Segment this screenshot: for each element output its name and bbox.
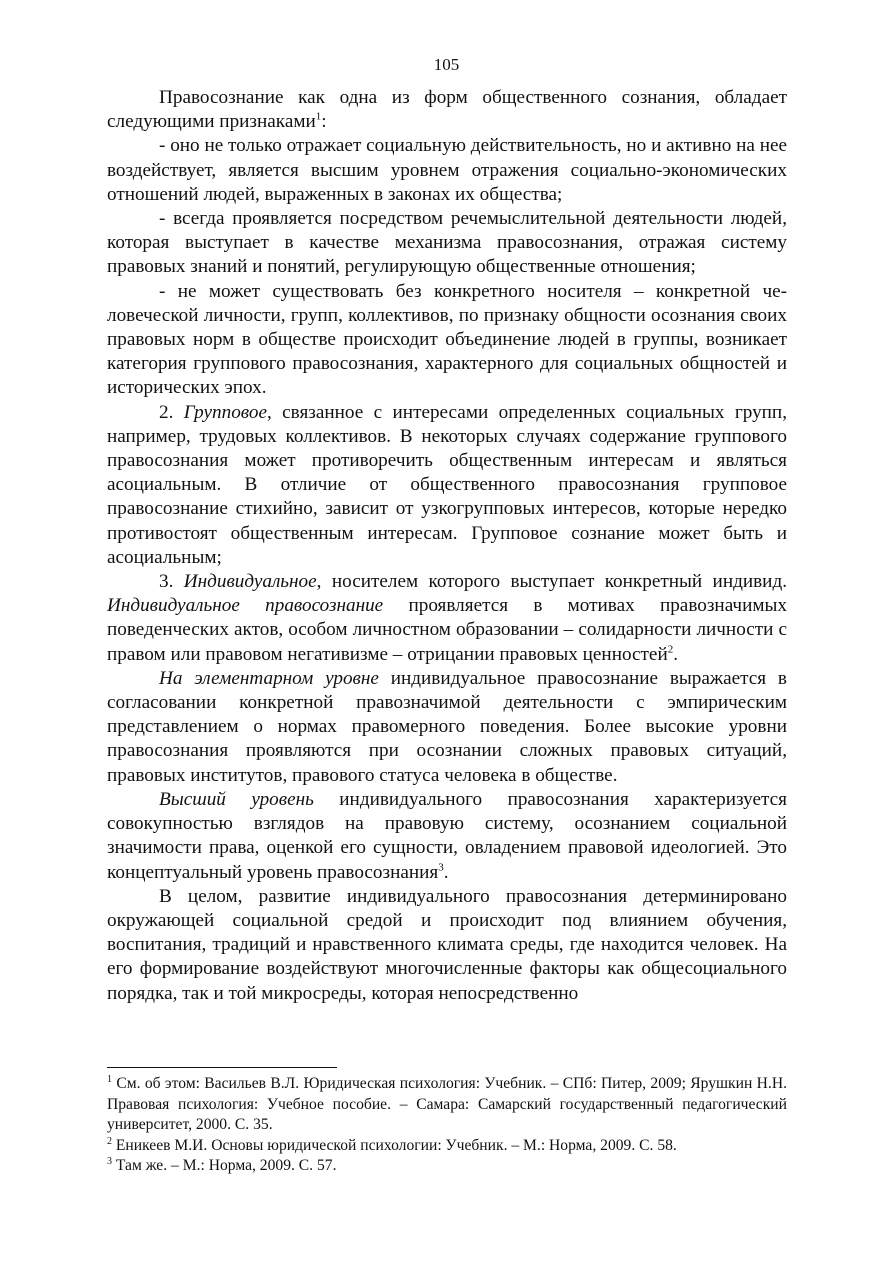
text-run: , носителем которого выступает конкретный индивид. <box>316 571 788 593</box>
italic-term: Высший уровень <box>159 788 314 810</box>
paragraph-elementary-level <box>107 667 787 788</box>
text-run: 2. <box>159 401 184 423</box>
footnote-text: Еникеев М.И. Основы юридической психологии: Учебник. – М.: Норма, 2009. С. 58. <box>112 1136 677 1154</box>
text-run: индивидуального правосознания характеризуется совокупностью взглядов на правовую систему, осознанием социальной значимости права, оценкой его сущности, овладением правовой идеологией. Это концептуальный уровень правосознания <box>107 788 787 883</box>
footnote-ref[interactable]: 2 <box>667 643 674 656</box>
footnote <box>107 1156 787 1177</box>
paragraph-bullet: - оно не только отражает социальную действительность, но и активно на нее воздействует, является высшим уровнем отражения социально-экономических отношений людей, выраженных в законах их общества; <box>107 135 787 205</box>
footnote-number: 3 <box>107 1155 112 1167</box>
text-run: . <box>673 643 679 665</box>
paragraph-bullet: - всегда проявляется посредством речемыслительной деятельности людей, которая выступает в качестве механизма правосознания, отражая систему правовых знаний и понятий, регулирующую общественные отношения; <box>107 208 787 278</box>
footnote-ref[interactable]: 1 <box>315 110 322 123</box>
main-text <box>107 86 787 1006</box>
footnote <box>107 1136 787 1157</box>
text-run: проявляется в мотивах правозначимых поведенческих актов, особом личностном образовании – солидарности личности с правом или правовом негативизме – отрицании правовых ценностей <box>107 595 787 665</box>
paragraph-conclusion: В целом, развитие индивидуального правосознания детерминировано окружающей социальной средой и происходит под влиянием обучения, воспитания, традиций и нравственного климата среды, где находится человек. На его формирование воздействуют многочисленные факторы как общесоциального порядка, так и той микросреды, которая непосредственно <box>107 885 787 1004</box>
paragraph-individual <box>107 570 787 667</box>
paragraph-highest-level <box>107 788 787 885</box>
footnote-number: 1 <box>107 1073 112 1085</box>
paragraph-intro <box>107 86 787 134</box>
text-run: индивидуальное правосознание выражается в согласовании конкретной правозначимой деятельности с эмпирическим представлением о нормах правомерного поведения. Более высокие уровни правосознания проявляются при осознании сложных правовых ситуаций, правовых институтов, правового статуса человека в обществе. <box>107 667 787 786</box>
italic-term: На элементарном уровне <box>159 667 379 689</box>
italic-term: Индивидуальное <box>183 571 317 593</box>
italic-term: Индивидуальное правосознание <box>107 595 384 617</box>
footnote-text: См. об этом: Васильев В.Л. Юридическая психология: Учебник. – СПб: Питер, 2009; Ярушкин Н.Н. Правовая психология: Учебное пособие. – Самара: Самарский государственный педагогический университет, 2000. С. 35. <box>107 1075 787 1133</box>
footnote <box>107 1074 787 1136</box>
paragraph-bullet: - не может существовать без конкретного носителя – конкретной человеческой личности, групп, коллективов, по признаку общности осознания своих правовых норм в обществе происходит объединение людей в группы, возникает категория группового правосознания, характерного для социальных общностей и исторических эпох. <box>107 280 787 399</box>
footnote-separator <box>107 1067 337 1068</box>
footnote-text: Там же. – М.: Норма, 2009. С. 57. <box>112 1157 337 1174</box>
footnotes <box>107 1074 787 1177</box>
italic-term: Групповое <box>183 401 267 423</box>
page-number: 105 <box>433 55 460 74</box>
footnote-ref[interactable]: 3 <box>438 861 444 874</box>
text-run: Правосознание как одна из форм общественного сознания, обладает следующими признаками <box>107 87 787 133</box>
footnote-number: 2 <box>107 1135 112 1147</box>
paragraph-group <box>107 401 787 570</box>
text-run: : <box>321 111 327 133</box>
text-run: . <box>443 861 449 883</box>
text-run: 3. <box>159 571 184 593</box>
text-run: , связанное с интересами определенных социальных групп, например, трудовых коллективов. В некоторых случаях содержание группового правосознания может противоречить общественным интересам и являться асоциальным. В отличие от общественного правосознания групповое правосознание стихийно, зависит от узкогрупповых интересов, которые нередко противостоят общественным интересам. Групповое сознание может быть и асоциальным; <box>107 401 787 568</box>
